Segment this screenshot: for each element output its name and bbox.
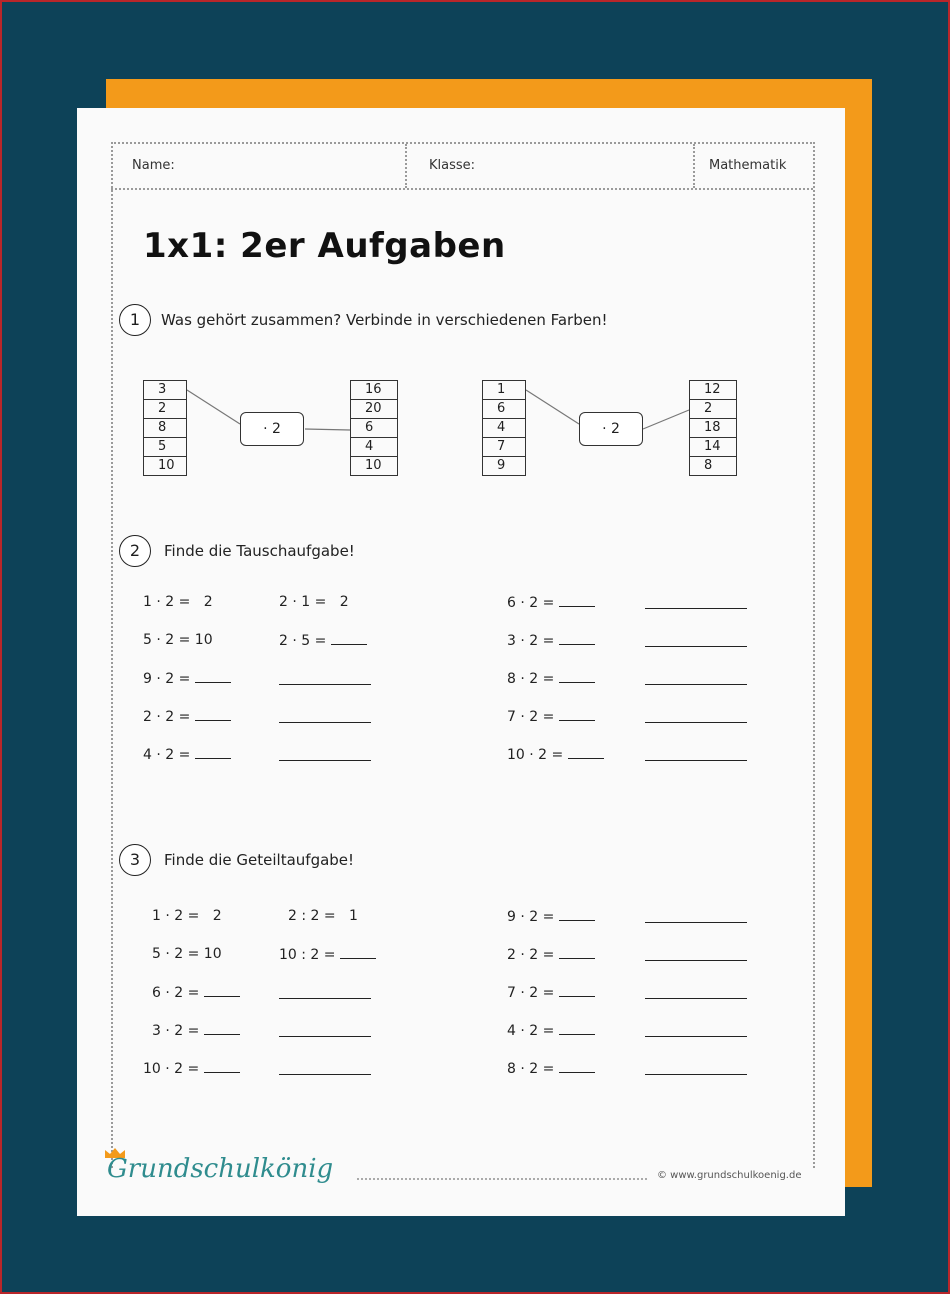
operator-box: · 2 xyxy=(240,412,304,446)
equation-text: 4 · 2 = xyxy=(143,747,191,763)
header-divider xyxy=(111,188,813,190)
number-cell: 3 xyxy=(144,381,186,400)
number-cell: 2 xyxy=(690,400,736,419)
equation xyxy=(143,670,231,687)
answer-blank[interactable] xyxy=(204,1060,240,1073)
number-cell: 10 xyxy=(365,458,382,473)
answer-blank[interactable] xyxy=(559,1060,595,1073)
answer-blank[interactable] xyxy=(204,984,240,997)
task-number-2: 2 xyxy=(119,535,151,567)
name-field-label: Name: xyxy=(132,158,175,173)
answer-blank[interactable] xyxy=(559,594,595,607)
equation-text: 9 · 2 = xyxy=(143,671,191,687)
equation: 2 · 1 = 2 xyxy=(279,594,349,610)
answer-blank[interactable] xyxy=(559,908,595,921)
equation-text: 6 · 2 = xyxy=(507,595,555,611)
answer-blank[interactable] xyxy=(331,632,367,645)
equation-text: 10 : 2 = xyxy=(279,947,336,963)
answer-blank[interactable] xyxy=(195,708,231,721)
answer-blank[interactable] xyxy=(559,946,595,959)
dotted-border xyxy=(111,142,815,1168)
answer-line[interactable] xyxy=(279,760,371,761)
task-1a-right-column xyxy=(350,380,398,476)
answer-line[interactable] xyxy=(645,608,747,609)
answer-blank[interactable] xyxy=(340,946,376,959)
answer-line[interactable] xyxy=(645,722,747,723)
equation-text: 8 · 2 = xyxy=(507,1061,555,1077)
equation-text: 3 · 2 = xyxy=(507,633,555,649)
number-cell: 9 xyxy=(497,458,506,473)
equation xyxy=(507,746,604,763)
number-cell: 2 xyxy=(144,400,186,419)
subject-label: Mathematik xyxy=(709,158,787,173)
equation xyxy=(507,670,595,687)
footer-dotted-line xyxy=(357,1178,647,1180)
number-cell: 6 xyxy=(351,419,397,438)
answer-blank[interactable] xyxy=(559,1022,595,1035)
answer-line[interactable] xyxy=(645,646,747,647)
answer-line[interactable] xyxy=(645,1036,747,1037)
answer-line[interactable] xyxy=(645,922,747,923)
equation xyxy=(507,1060,595,1077)
equation xyxy=(507,632,595,649)
equation-text: 2 · 2 = xyxy=(143,709,191,725)
number-cell: 4 xyxy=(351,438,397,457)
number-cell: 18 xyxy=(690,419,736,438)
equation: 5 · 2 = 10 xyxy=(152,946,222,962)
equation xyxy=(507,908,595,925)
answer-line[interactable] xyxy=(645,684,747,685)
header-separator xyxy=(405,144,407,188)
equation-text: 9 · 2 = xyxy=(507,909,555,925)
page-title: 1x1: 2er Aufgaben xyxy=(143,226,506,266)
equation xyxy=(279,946,376,963)
equation xyxy=(152,1022,240,1039)
task-1-instruction: Was gehört zusammen? Verbinde in verschiedenen Farben! xyxy=(161,311,608,329)
equation xyxy=(143,1060,240,1077)
number-cell: 12 xyxy=(690,381,736,400)
answer-blank[interactable] xyxy=(195,670,231,683)
answer-blank[interactable] xyxy=(559,632,595,645)
answer-blank[interactable] xyxy=(559,670,595,683)
equation xyxy=(279,632,367,649)
equation xyxy=(507,594,595,611)
class-field-label: Klasse: xyxy=(429,158,476,173)
number-cell: 4 xyxy=(483,419,525,438)
equation: 1 · 2 = 2 xyxy=(143,594,213,610)
equation-text: 10 · 2 = xyxy=(143,1061,200,1077)
equation-text: 4 · 2 = xyxy=(507,1023,555,1039)
answer-line[interactable] xyxy=(279,722,371,723)
number-cell: 7 xyxy=(483,438,525,457)
task-1a-left-column xyxy=(143,380,187,476)
answer-blank[interactable] xyxy=(559,708,595,721)
number-cell: 16 xyxy=(351,381,397,400)
header-separator xyxy=(693,144,695,188)
task-1b-left-column xyxy=(482,380,526,476)
equation-text: 2 · 5 = xyxy=(279,633,327,649)
equation xyxy=(507,946,595,963)
equation-text: 8 · 2 = xyxy=(507,671,555,687)
equation xyxy=(507,708,595,725)
equation-text: 7 · 2 = xyxy=(507,709,555,725)
equation xyxy=(507,1022,595,1039)
number-cell: 10 xyxy=(158,458,175,473)
equation: 5 · 2 = 10 xyxy=(143,632,213,648)
equation xyxy=(143,746,231,763)
number-cell: 20 xyxy=(351,400,397,419)
task-2-instruction: Finde die Tauschaufgabe! xyxy=(164,542,355,560)
number-cell: 6 xyxy=(483,400,525,419)
answer-line[interactable] xyxy=(279,998,371,999)
number-cell: 8 xyxy=(144,419,186,438)
task-1b-right-column xyxy=(689,380,737,476)
equation-text: 2 · 2 = xyxy=(507,947,555,963)
answer-line[interactable] xyxy=(645,960,747,961)
answer-line[interactable] xyxy=(645,1074,747,1075)
answer-blank[interactable] xyxy=(195,746,231,759)
number-cell: 1 xyxy=(483,381,525,400)
copyright-text: © www.grundschulkoenig.de xyxy=(657,1170,802,1181)
operator-box: · 2 xyxy=(579,412,643,446)
equation: 1 · 2 = 2 xyxy=(152,908,222,924)
answer-line[interactable] xyxy=(645,998,747,999)
number-cell: 8 xyxy=(704,458,713,473)
equation-text: 10 · 2 = xyxy=(507,747,564,763)
answer-line[interactable] xyxy=(279,684,371,685)
brand-logo: Grundschulkönig xyxy=(107,1154,334,1184)
answer-blank[interactable] xyxy=(568,746,604,759)
equation-text: 3 · 2 = xyxy=(152,1023,200,1039)
number-cell: 5 xyxy=(144,438,186,457)
task-number-1: 1 xyxy=(119,304,151,336)
answer-line[interactable] xyxy=(279,1074,371,1075)
equation-text: 6 · 2 = xyxy=(152,985,200,1001)
equation: 2 : 2 = 1 xyxy=(288,908,358,924)
answer-line[interactable] xyxy=(279,1036,371,1037)
answer-blank[interactable] xyxy=(559,984,595,997)
equation xyxy=(143,708,231,725)
number-cell: 14 xyxy=(690,438,736,457)
equation xyxy=(507,984,595,1001)
answer-line[interactable] xyxy=(645,760,747,761)
task-3-instruction: Finde die Geteiltaufgabe! xyxy=(164,851,355,869)
answer-blank[interactable] xyxy=(204,1022,240,1035)
equation-text: 7 · 2 = xyxy=(507,985,555,1001)
worksheet-page xyxy=(77,108,845,1216)
equation xyxy=(152,984,240,1001)
task-number-3: 3 xyxy=(119,844,151,876)
